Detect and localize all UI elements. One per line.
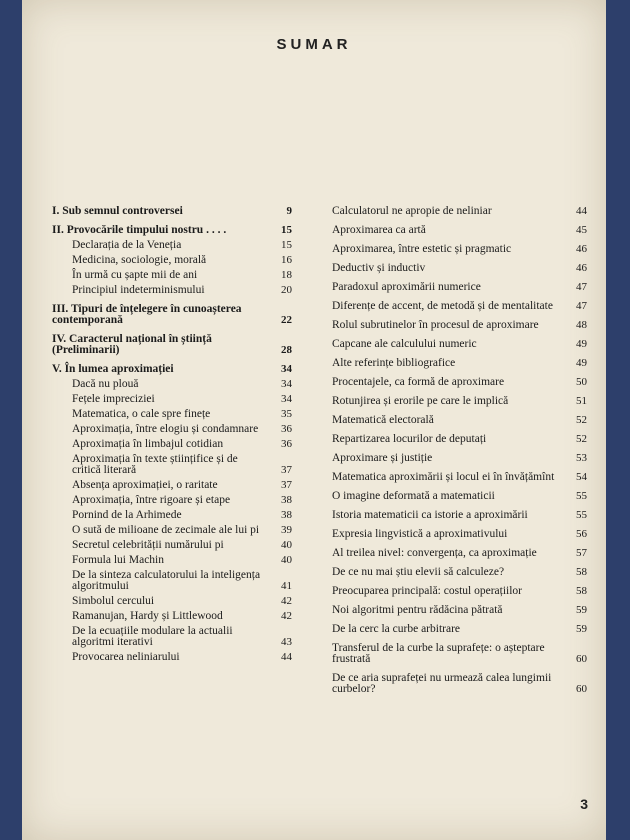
toc-entry-page: 15 [281, 239, 292, 251]
page-title: SUMAR [276, 36, 352, 53]
toc-entry-title: De la cerc la curbe arbitrare [332, 623, 461, 635]
toc-entry-page: 9 [286, 205, 292, 217]
toc-entry-title: Al treilea nivel: convergența, ca aproximație [332, 547, 537, 559]
toc-entry [52, 240, 292, 251]
toc-entry-title: Aproximația în texte științifice și de critică literară [72, 453, 238, 476]
toc-right-column [332, 198, 587, 699]
toc-entry-page: 58 [576, 566, 587, 578]
toc-entry-page: 47 [576, 281, 587, 293]
toc-entry [332, 396, 587, 407]
toc-entry-title: Absența aproximației, o raritate [72, 479, 218, 491]
toc-entry [52, 510, 292, 521]
toc-entry-page: 44 [576, 205, 587, 217]
toc-entry-title: Diferențe de accent, de metodă și de mentalitate [332, 300, 553, 312]
toc-entry-title: Alte referințe bibliografice [332, 357, 456, 369]
toc-entry-page: 51 [576, 395, 587, 407]
toc-entry [332, 453, 587, 464]
toc-entry-page: 46 [576, 243, 587, 255]
toc-entry [332, 415, 587, 426]
book-page [22, 0, 606, 840]
toc-entry [332, 320, 587, 331]
toc-entry-page: 37 [281, 479, 292, 491]
toc-entry-title: Transferul de la curbe la suprafețe: o așteptare frustrată [332, 642, 545, 665]
toc-entry-page: 20 [281, 284, 292, 296]
toc-entry-page: 38 [281, 494, 292, 506]
toc-entry [332, 624, 587, 635]
toc-entry-title: Procentajele, ca formă de aproximare [332, 376, 505, 388]
toc-entry [332, 548, 587, 559]
toc-entry-title: Pornind de la Arhimede [72, 509, 182, 521]
toc-entry [332, 301, 587, 312]
toc-entry [52, 611, 292, 622]
toc-entry-page: 37 [281, 464, 292, 476]
toc-entry [332, 673, 587, 695]
toc-entry-page: 59 [576, 604, 587, 616]
toc-entry-page: 38 [281, 509, 292, 521]
toc-left-column [52, 198, 292, 667]
toc-entry-page: 36 [281, 423, 292, 435]
toc-entry-title: Noi algoritmi pentru rădăcina pătrată [332, 604, 503, 616]
toc-entry-page: 60 [576, 653, 587, 665]
toc-entry-title: Repartizarea locurilor de deputați [332, 433, 487, 445]
toc-entry-title: Secretul celebrității numărului pi [72, 539, 224, 551]
toc-entry [332, 643, 587, 665]
toc-entry-page: 54 [576, 471, 587, 483]
toc-entry-page: 55 [576, 490, 587, 502]
toc-entry-page: 52 [576, 414, 587, 426]
toc-entry [332, 263, 587, 274]
toc-entry-page: 59 [576, 623, 587, 635]
toc-entry-title: Matematica, o cale spre finețe [72, 408, 211, 420]
toc-entry [52, 225, 292, 236]
page-number: 3 [580, 796, 588, 812]
toc-entry-title: Rotunjirea și erorile pe care le implică [332, 395, 509, 407]
toc-entry-page: 49 [576, 338, 587, 350]
toc-entry-page: 56 [576, 528, 587, 540]
toc-entry [52, 626, 292, 648]
toc-entry-title: Expresia lingvistică a aproximativului [332, 528, 508, 540]
toc-entry-title: De ce nu mai știu elevii să calculeze? [332, 566, 505, 578]
toc-entry [52, 206, 292, 217]
toc-entry-page: 53 [576, 452, 587, 464]
toc-entry [52, 570, 292, 592]
toc-entry-title: Simbolul cercului [72, 595, 155, 607]
toc-entry [332, 206, 587, 217]
toc-entry-title: Calculatorul ne apropie de neliniar [332, 205, 492, 217]
toc-entry-page: 40 [281, 554, 292, 566]
toc-entry-page: 44 [281, 651, 292, 663]
toc-entry-page: 18 [281, 269, 292, 281]
toc-entry-title: Matematica aproximării și locul ei în învățămînt [332, 471, 555, 483]
toc-entry-title: Istoria matematicii ca istorie a aproximării [332, 509, 528, 521]
toc-entry-page: 15 [281, 224, 292, 236]
toc-entry-title: Matematică electorală [332, 414, 434, 426]
toc-entry [332, 377, 587, 388]
toc-entry-title: De la sinteza calculatorului la inteligența algoritmului [72, 569, 261, 592]
toc-entry-page: 36 [281, 438, 292, 450]
toc-entry [332, 244, 587, 255]
toc-entry [332, 358, 587, 369]
toc-entry [332, 282, 587, 293]
toc-entry [52, 255, 292, 266]
toc-entry-title: V. În lumea aproximației [52, 363, 174, 375]
toc-entry-page: 47 [576, 300, 587, 312]
toc-entry-page: 55 [576, 509, 587, 521]
toc-entry-title: Aproximația, între rigoare și etape [72, 494, 231, 506]
toc-entry-title: Aproximarea, între estetic și pragmatic [332, 243, 512, 255]
toc-entry-title: De la ecuațiile modulare la actualii algoritmi iterativi [72, 625, 233, 648]
toc-entry [52, 304, 292, 326]
toc-entry-page: 48 [576, 319, 587, 331]
toc-entry-title: Deductiv și inductiv [332, 262, 426, 274]
toc-entry-title: Principiul indeterminismului [72, 284, 205, 296]
toc-entry-title: Fețele impreciziei [72, 393, 155, 405]
toc-entry [332, 586, 587, 597]
toc-entry [52, 364, 292, 375]
toc-entry [52, 596, 292, 607]
toc-entry-title: Formula lui Machin [72, 554, 164, 566]
toc-entry-page: 40 [281, 539, 292, 551]
toc-entry [52, 424, 292, 435]
toc-entry [52, 334, 292, 356]
toc-entry-title: Paradoxul aproximării numerice [332, 281, 481, 293]
toc-entry [52, 285, 292, 296]
toc-entry-title: O imagine deformată a matematicii [332, 490, 495, 502]
toc-entry-page: 45 [576, 224, 587, 236]
toc-entry [52, 409, 292, 420]
toc-entry-page: 50 [576, 376, 587, 388]
toc-entry-page: 35 [281, 408, 292, 420]
toc-entry-title: Capcane ale calculului numeric [332, 338, 477, 350]
toc-entry-page: 43 [281, 636, 292, 648]
toc-entry-title: IV. Caracterul național în știință (Preliminarii) [52, 333, 212, 356]
toc-entry-page: 49 [576, 357, 587, 369]
toc-entry-title: Ramanujan, Hardy și Littlewood [72, 610, 223, 622]
toc-entry-title: De ce aria suprafeței nu urmează calea lungimii curbelor? [332, 672, 552, 695]
toc-entry [52, 394, 292, 405]
toc-entry-title: Dacă nu plouă [72, 378, 139, 390]
toc-entry-page: 42 [281, 595, 292, 607]
toc-entry [52, 379, 292, 390]
toc-entry [52, 652, 292, 663]
toc-entry [52, 555, 292, 566]
toc-entry-title: Rolul subrutinelor în procesul de aproximare [332, 319, 539, 331]
toc-entry [332, 567, 587, 578]
toc-entry-title: III. Tipuri de înțelegere în cunoașterea contemporană [52, 303, 242, 326]
toc-entry-page: 34 [281, 378, 292, 390]
toc-entry-title: Provocarea neliniarului [72, 651, 180, 663]
toc-entry [332, 605, 587, 616]
toc-entry [52, 540, 292, 551]
toc-entry [52, 454, 292, 476]
toc-entry-page: 39 [281, 524, 292, 536]
toc-entry-page: 60 [576, 683, 587, 695]
toc-entry-title: Declarația de la Veneția [72, 239, 182, 251]
toc-entry [332, 434, 587, 445]
toc-entry-title: Aproximația, între elogiu și condamnare [72, 423, 259, 435]
toc-entry [52, 495, 292, 506]
toc-entry-page: 42 [281, 610, 292, 622]
toc-entry [52, 480, 292, 491]
toc-entry-page: 28 [281, 344, 292, 356]
toc-entry-title: II. Provocările timpului nostru . . . . [52, 224, 227, 236]
toc-entry [332, 225, 587, 236]
toc-entry [332, 491, 587, 502]
toc-entry-title: Aproximația în limbajul cotidian [72, 438, 224, 450]
toc-entry [332, 339, 587, 350]
toc-entry-page: 22 [281, 314, 292, 326]
toc-entry-page: 34 [281, 393, 292, 405]
toc-entry [332, 472, 587, 483]
toc-entry-title: Medicina, sociologie, morală [72, 254, 207, 266]
toc-entry [52, 270, 292, 281]
toc-entry [52, 439, 292, 450]
toc-entry-title: Aproximarea ca artă [332, 224, 426, 236]
toc-entry-page: 57 [576, 547, 587, 559]
toc-entry [332, 529, 587, 540]
toc-entry-page: 58 [576, 585, 587, 597]
toc-entry-title: I. Sub semnul controversei [52, 205, 183, 217]
toc-entry-page: 46 [576, 262, 587, 274]
toc-entry-title: Preocuparea principală: costul operațiilor [332, 585, 522, 597]
toc-entry-title: O sută de milioane de zecimale ale lui pi [72, 524, 260, 536]
toc-entry [52, 525, 292, 536]
toc-entry-page: 52 [576, 433, 587, 445]
toc-entry-page: 41 [281, 580, 292, 592]
toc-entry [332, 510, 587, 521]
toc-entry-title: Aproximare și justiție [332, 452, 433, 464]
toc-entry-page: 16 [281, 254, 292, 266]
toc-entry-title: În urmă cu șapte mii de ani [72, 269, 198, 281]
toc-entry-page: 34 [281, 363, 292, 375]
